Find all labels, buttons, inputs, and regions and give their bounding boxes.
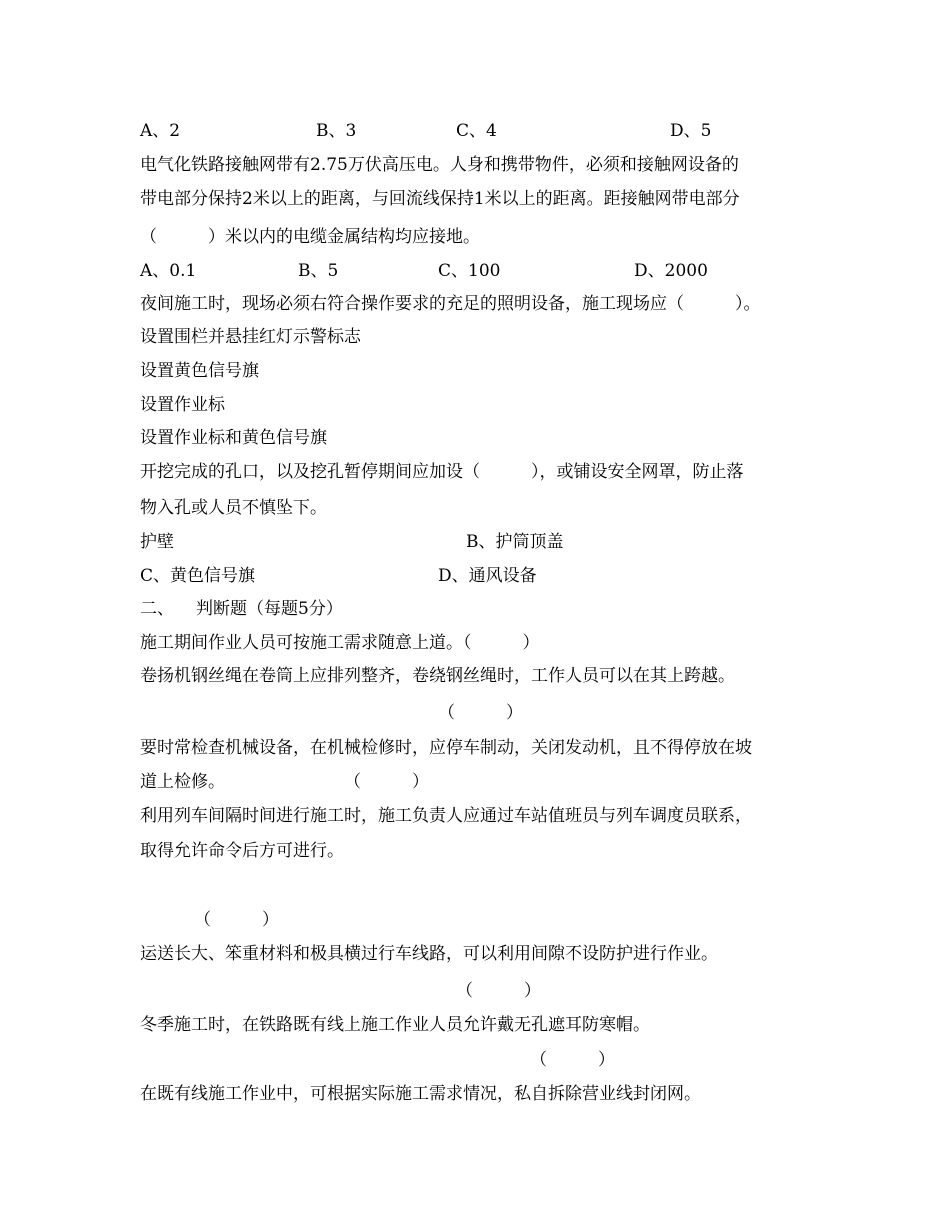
q4-stem-line-1: 开挖完成的孔口，以及挖孔暂停期间应加设（ ），或铺设安全网罩，防止落 [140, 462, 744, 482]
q4-option-d: D、通风设备 [438, 566, 537, 586]
q4-option-c: C、黄色信号旗 [140, 566, 256, 586]
q2-option-d: D、2000 [634, 261, 708, 281]
tf-question-5: 运送长大、笨重材料和极具横过行车线路，可以利用间隙不设防护进行作业。 [140, 944, 718, 964]
tf-question-4-line-1: 利用列车间隔时间进行施工时，施工负责人应通过车站值班员与列车调度员联系， [140, 806, 752, 826]
q2-option-b: B、5 [298, 261, 339, 281]
q4-option-a: 护壁 [140, 532, 174, 552]
q3-stem: 夜间施工时，现场必须右符合操作要求的充足的照明设备，施工现场应（ ）。 [140, 294, 761, 314]
q3-option-1: 设置围栏并悬挂红灯示警标志 [140, 327, 361, 347]
q1-option-b: B、3 [316, 121, 357, 141]
q1-option-d: D、5 [670, 121, 712, 141]
tf-question-2: 卷扬机钢丝绳在卷筒上应排列整齐，卷绕钢丝绳时，工作人员可以在其上跨越。 [140, 666, 735, 686]
q2-stem-line-2: 带电部分保持2米以上的距离，与回流线保持1米以上的距离。距接触网带电部分 [140, 189, 740, 209]
tf-question-5-answer-blank: （ ） [456, 981, 541, 1001]
tf-question-1: 施工期间作业人员可按施工需求随意上道。（ ） [140, 633, 540, 653]
q1-option-a: A、2 [140, 121, 181, 141]
tf-question-2-answer-blank: （ ） [438, 703, 523, 723]
q2-stem-line-3: （ ）米以内的电缆金属结构均应接地。 [140, 227, 480, 247]
q3-option-2: 设置黄色信号旗 [140, 361, 259, 381]
tf-question-4-line-2: 取得允许命令后方可进行。 [140, 841, 344, 861]
q2-stem-line-1: 电气化铁路接触网带有2.75万伏高压电。人身和携带物件，必须和接触网设备的 [140, 155, 739, 175]
section-number: 二、 [140, 599, 174, 619]
q3-option-3: 设置作业标 [140, 395, 225, 415]
q3-option-4: 设置作业标和黄色信号旗 [140, 428, 327, 448]
tf-question-3-line-1: 要时常检查机械设备，在机械检修时，应停车制动，关闭发动机，且不得停放在坡 [140, 738, 752, 758]
tf-question-3-line-2: 道上检修。 [140, 772, 225, 792]
q1-option-c: C、4 [456, 121, 497, 141]
q2-option-a: A、0.1 [140, 261, 197, 281]
tf-question-7: 在既有线施工作业中，可根据实际施工需求情况，私自拆除营业线封闭网。 [140, 1084, 701, 1104]
section-title: 判断题（每题5分） [196, 599, 343, 619]
tf-question-4-answer-blank: （ ） [194, 910, 279, 930]
tf-question-6-answer-blank: （ ） [530, 1050, 615, 1070]
q2-option-c: C、100 [438, 261, 501, 281]
tf-question-3-answer-blank: （ ） [344, 772, 429, 792]
q4-option-b: B、护筒顶盖 [466, 532, 564, 552]
q4-stem-line-2: 物入孔或人员不慎坠下。 [140, 498, 327, 518]
tf-question-6: 冬季施工时，在铁路既有线上施工作业人员允许戴无孔遮耳防寒帽。 [140, 1015, 650, 1035]
